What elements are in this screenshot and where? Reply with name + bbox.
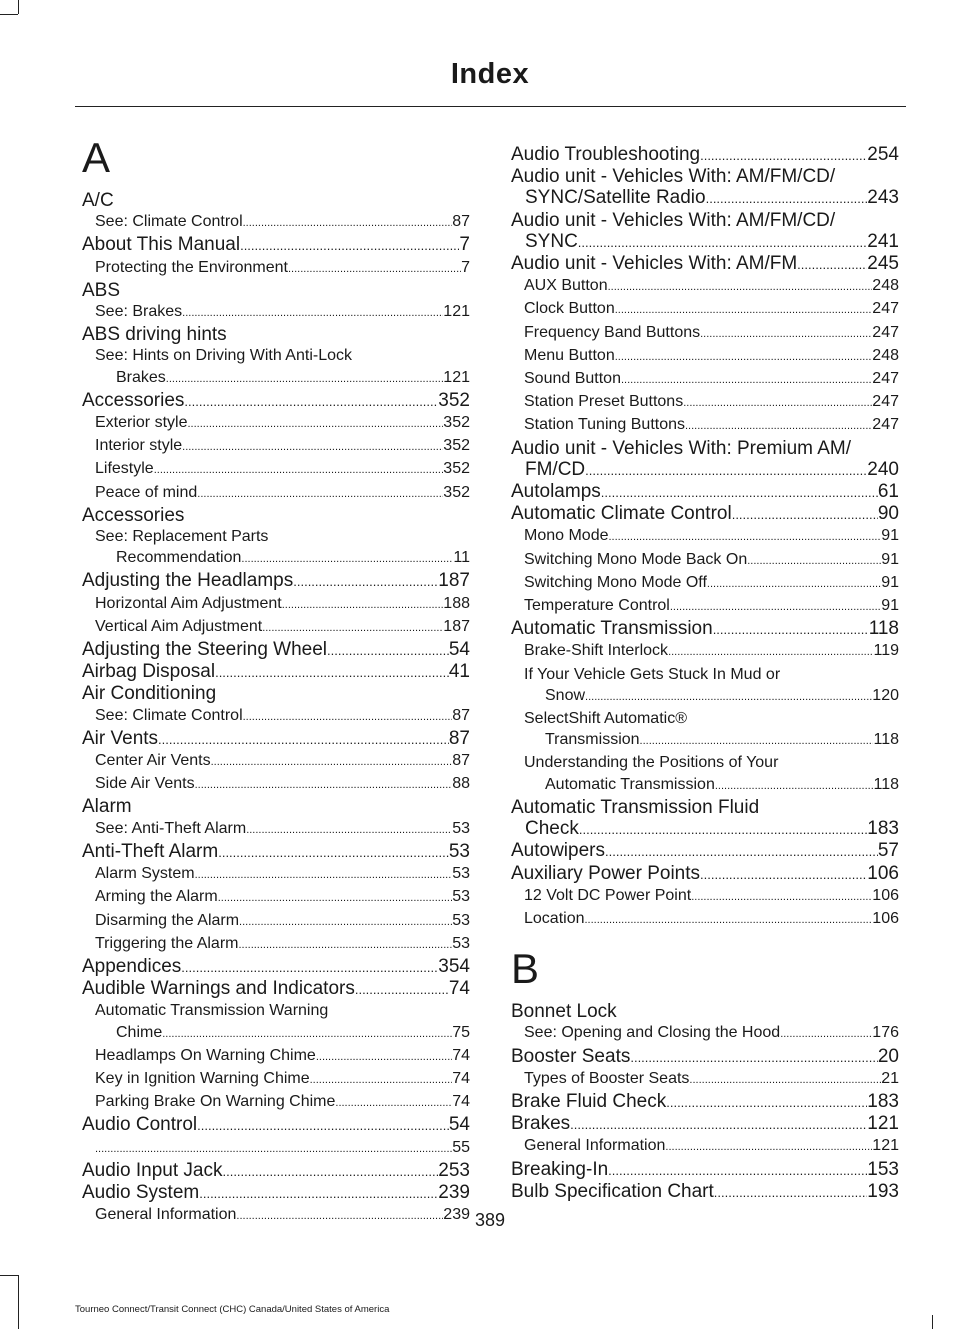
index-entry: Audio unit - Vehicles With: AM/FM/CD/ [511, 209, 836, 231]
index-subentry: Horizontal Aim Adjustment ..... 188 [82, 593, 470, 616]
index-entry: Audio Control ..... 54 [82, 1114, 470, 1136]
index-subentry: Automatic Transmission Warning [95, 1002, 329, 1020]
index-subentry-continuation: Chime ..... 75 [82, 1022, 470, 1045]
index-entry-continuation: SYNC/Satellite Radio ..... 243 [511, 187, 899, 209]
index-entry: Accessories [82, 504, 185, 526]
index-subentry-continuation: Snow ..... 120 [511, 685, 899, 708]
index-entry: Brakes ..... 121 [511, 1113, 899, 1135]
index-subentry: SelectShift Automatic® [524, 710, 687, 728]
index-entry-continuation: FM/CD ..... 240 [511, 459, 899, 481]
index-entry: A/C [82, 190, 114, 211]
index-subentry: Understanding the Positions of Your [524, 754, 779, 772]
index-subentry: General Information ..... 239 [82, 1204, 470, 1227]
index-subentry: Parking Brake On Warning Chime ..... 74 [82, 1091, 470, 1114]
index-subentry: Center Air Vents ..... 87 [82, 750, 470, 773]
index-entry: Breaking-In ..... 153 [511, 1159, 899, 1181]
index-entry: Anti-Theft Alarm ..... 53 [82, 841, 470, 863]
index-subentry: Key in Ignition Warning Chime ..... 74 [82, 1068, 470, 1091]
index-subentry: See: Replacement Parts [95, 528, 269, 546]
page-number: 389 [474, 1210, 506, 1230]
index-entry: Booster Seats ..... 20 [511, 1046, 899, 1068]
index-entry: ABS driving hints [82, 324, 227, 346]
index-entry: Bulb Specification Chart ..... 193 [511, 1181, 899, 1203]
index-subentry: If Your Vehicle Gets Stuck In Mud or [524, 665, 781, 683]
section-letter: A [82, 134, 111, 181]
crop-mark [0, 14, 18, 15]
index-subentry: Headlamps On Warning Chime ..... 74 [82, 1045, 470, 1068]
index-entry: Auxiliary Power Points ..... 106 [511, 863, 899, 885]
index-subentry: Vertical Aim Adjustment ..... 187 [82, 616, 470, 639]
footer-model-text: Tourneo Connect/Transit Connect (CHC) Canada/United States of America [75, 1304, 390, 1315]
index-subentry: Disarming the Alarm ..... 53 [82, 910, 470, 933]
index-subentry: Alarm System ..... 53 [82, 863, 470, 886]
page-title: Index [450, 58, 530, 90]
index-subentry-continuation: Automatic Transmission ..... 118 [511, 774, 899, 797]
index-entry: About This Manual ..... 7 [82, 234, 470, 256]
index-entry: Autowipers ..... 57 [511, 840, 899, 862]
index-entry: Audio unit - Vehicles With: AM/FM/CD/ [511, 166, 836, 188]
index-entry: Air Conditioning [82, 683, 217, 705]
index-entry: Brake Fluid Check ..... 183 [511, 1091, 899, 1113]
index-subentry: Brake-Shift Interlock ..... 119 [511, 640, 899, 663]
index-subentry: Switching Mono Mode Off ..... 91 [511, 572, 899, 595]
index-subentry: See: Climate Control ..... 87 [82, 705, 470, 728]
index-entry: Audio unit - Vehicles With: AM/FM ..... 245 [511, 253, 899, 275]
crop-mark [18, 1275, 19, 1329]
section-letter: B [511, 945, 540, 993]
index-entry: Audible Warnings and Indicators ..... 74 [82, 978, 470, 1000]
index-subentry: Side Air Vents ..... 88 [82, 773, 470, 796]
index-entry: Audio System ..... 239 [82, 1182, 470, 1204]
index-entry: Adjusting the Steering Wheel ..... 54 [82, 639, 470, 661]
index-entry-continuation: SYNC ..... 241 [511, 231, 899, 253]
index-subentry: Station Preset Buttons ..... 247 [511, 391, 899, 414]
index-subentry: Peace of mind ..... 352 [82, 482, 470, 505]
index-subentry: Protecting the Environment ..... 7 [82, 257, 470, 280]
index-entry: Automatic Transmission ..... 118 [511, 618, 899, 640]
index-entry: Audio Troubleshooting ..... 254 [511, 144, 899, 166]
index-subentry: See: Brakes ..... 121 [82, 301, 470, 324]
index-subentry: Exterior style ..... 352 [82, 412, 470, 435]
index-subentry: Clock Button ..... 247 [511, 298, 899, 321]
index-subentry: AUX Button ..... 248 [511, 275, 899, 298]
crop-mark [18, 0, 19, 14]
index-entry: Adjusting the Headlamps ..... 187 [82, 570, 470, 592]
index-entry: Air Vents ..... 87 [82, 728, 470, 750]
index-subentry: Arming the Alarm ..... 53 [82, 886, 470, 909]
index-subentry-continuation: Transmission ..... 118 [511, 729, 899, 752]
index-subentry: Switching Mono Mode Back On ..... 91 [511, 549, 899, 572]
index-subentry: Location ..... 106 [511, 908, 899, 931]
index-entry-continuation: Check ..... 183 [511, 818, 899, 840]
index-subentry: Lifestyle ..... 352 [82, 458, 470, 481]
index-entry: Accessories ..... 352 [82, 390, 470, 412]
title-divider [75, 106, 906, 107]
index-entry: Automatic Climate Control ..... 90 [511, 503, 899, 525]
index-subentry: Frequency Band Buttons ..... 247 [511, 322, 899, 345]
index-entry: Automatic Transmission Fluid [511, 796, 760, 818]
crop-mark [0, 1275, 18, 1276]
index-entry: Alarm [82, 796, 132, 818]
index-entry: Audio unit - Vehicles With: Premium AM/ [511, 437, 852, 459]
index-subentry: 12 Volt DC Power Point ..... 106 [511, 885, 899, 908]
index-subentry: Interior style ..... 352 [82, 435, 470, 458]
index-entry: Appendices ..... 354 [82, 956, 470, 978]
index-subentry: ..... 55 [82, 1137, 470, 1160]
index-entry: ABS [82, 279, 121, 301]
index-subentry: Temperature Control ..... 91 [511, 595, 899, 618]
index-entry: Bonnet Lock [511, 1001, 617, 1023]
index-subentry: General Information ..... 121 [511, 1135, 899, 1158]
index-subentry: Triggering the Alarm ..... 53 [82, 933, 470, 956]
crop-mark [932, 1315, 933, 1329]
index-subentry-continuation: Recommendation ..... 11 [82, 547, 470, 570]
index-subentry: Mono Mode ..... 91 [511, 525, 899, 548]
index-column-left [82, 134, 470, 1227]
index-entry: Autolamps ..... 61 [511, 481, 899, 503]
index-subentry: See: Anti-Theft Alarm ..... 53 [82, 818, 470, 841]
index-subentry: Menu Button ..... 248 [511, 345, 899, 368]
index-subentry: See: Hints on Driving With Anti-Lock [95, 347, 352, 365]
index-column-right [511, 144, 899, 1203]
index-entry: Airbag Disposal ..... 41 [82, 661, 470, 683]
index-subentry: See: Climate Control ..... 87 [82, 211, 470, 234]
index-subentry: Station Tuning Buttons ..... 247 [511, 414, 899, 437]
index-entry: Audio Input Jack ..... 253 [82, 1160, 470, 1182]
index-subentry: Sound Button ..... 247 [511, 368, 899, 391]
index-subentry-continuation: Brakes ..... 121 [82, 367, 470, 390]
index-subentry: Types of Booster Seats ..... 21 [511, 1068, 899, 1091]
index-subentry: See: Opening and Closing the Hood ..... 176 [511, 1022, 899, 1045]
